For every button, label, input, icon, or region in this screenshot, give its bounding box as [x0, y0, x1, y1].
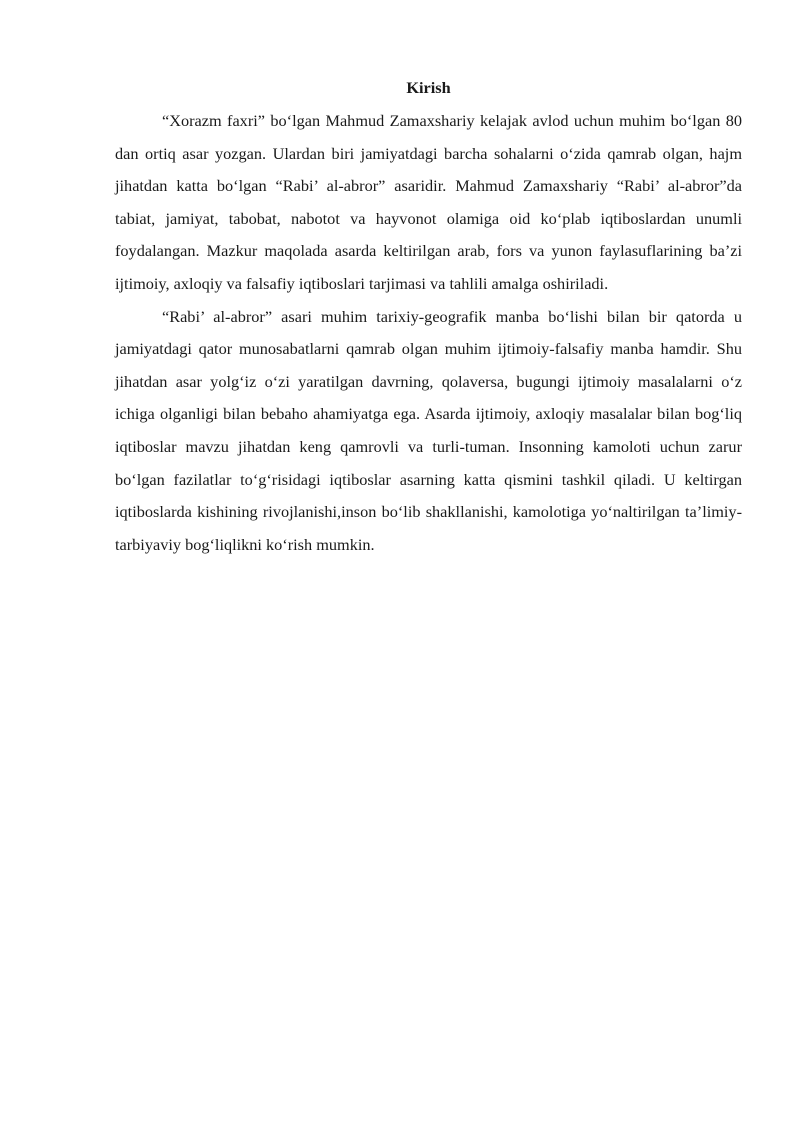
- paragraph-2: “Rabi’ al-abror” asari muhim tarixiy-geografik manba bo‘lishi bilan bir qatorda u jamiyatdagi qator munosabatlarni qamrab olgan muhim ijtimoiy-falsafiy manba hamdir. Shu jihatdan asar yolg‘iz o‘zi yaratilgan davrning, qolaversa, bugungi ijtimoiy masalalarni o‘z ichiga olganligi bilan bebaho ahamiyatga ega. Asarda ijtimoiy, axloqiy masalalar bilan bog‘liq iqtiboslar mavzu jihatdan keng qamrovli va turli-tuman. Insonning kamoloti uchun zarur bo‘lgan fazilatlar to‘g‘risidagi iqtiboslar asarning katta qismini tashkil qiladi. U keltirgan iqtiboslarda kishining rivojlanishi,inson bo‘lib shakllanishi, kamolotiga yo‘naltirilgan ta’limiy-tarbiyaviy bog‘liqlikni ko‘rish mumkin.: [115, 306, 742, 554]
- section-title: Kirish: [406, 78, 451, 97]
- paragraph-1: “Xorazm faxri” bo‘lgan Mahmud Zamaxshariy kelajak avlod uchun muhim bo‘lgan 80 dan ortiq asar yozgan. Ulardan biri jamiyatdagi barcha sohalarni o‘zida qamrab olgan, hajm jihatdan katta bo‘lgan “Rabi’ al-abror” asaridir. Mahmud Zamaxshariy “Rabi’ al-abror”da tabiat, jamiyat, tabobat, nabotot va hayvonot olamiga oid ko‘plab iqtiboslardan unumli foydalangan. Mazkur maqolada asarda keltirilgan arab, fors va yunon faylasuflarining ba’zi ijtimoiy, axloqiy va falsafiy iqtiboslari tarjimasi va tahlili amalga oshiriladi.: [115, 111, 742, 293]
- document-body: [115, 74, 742, 561]
